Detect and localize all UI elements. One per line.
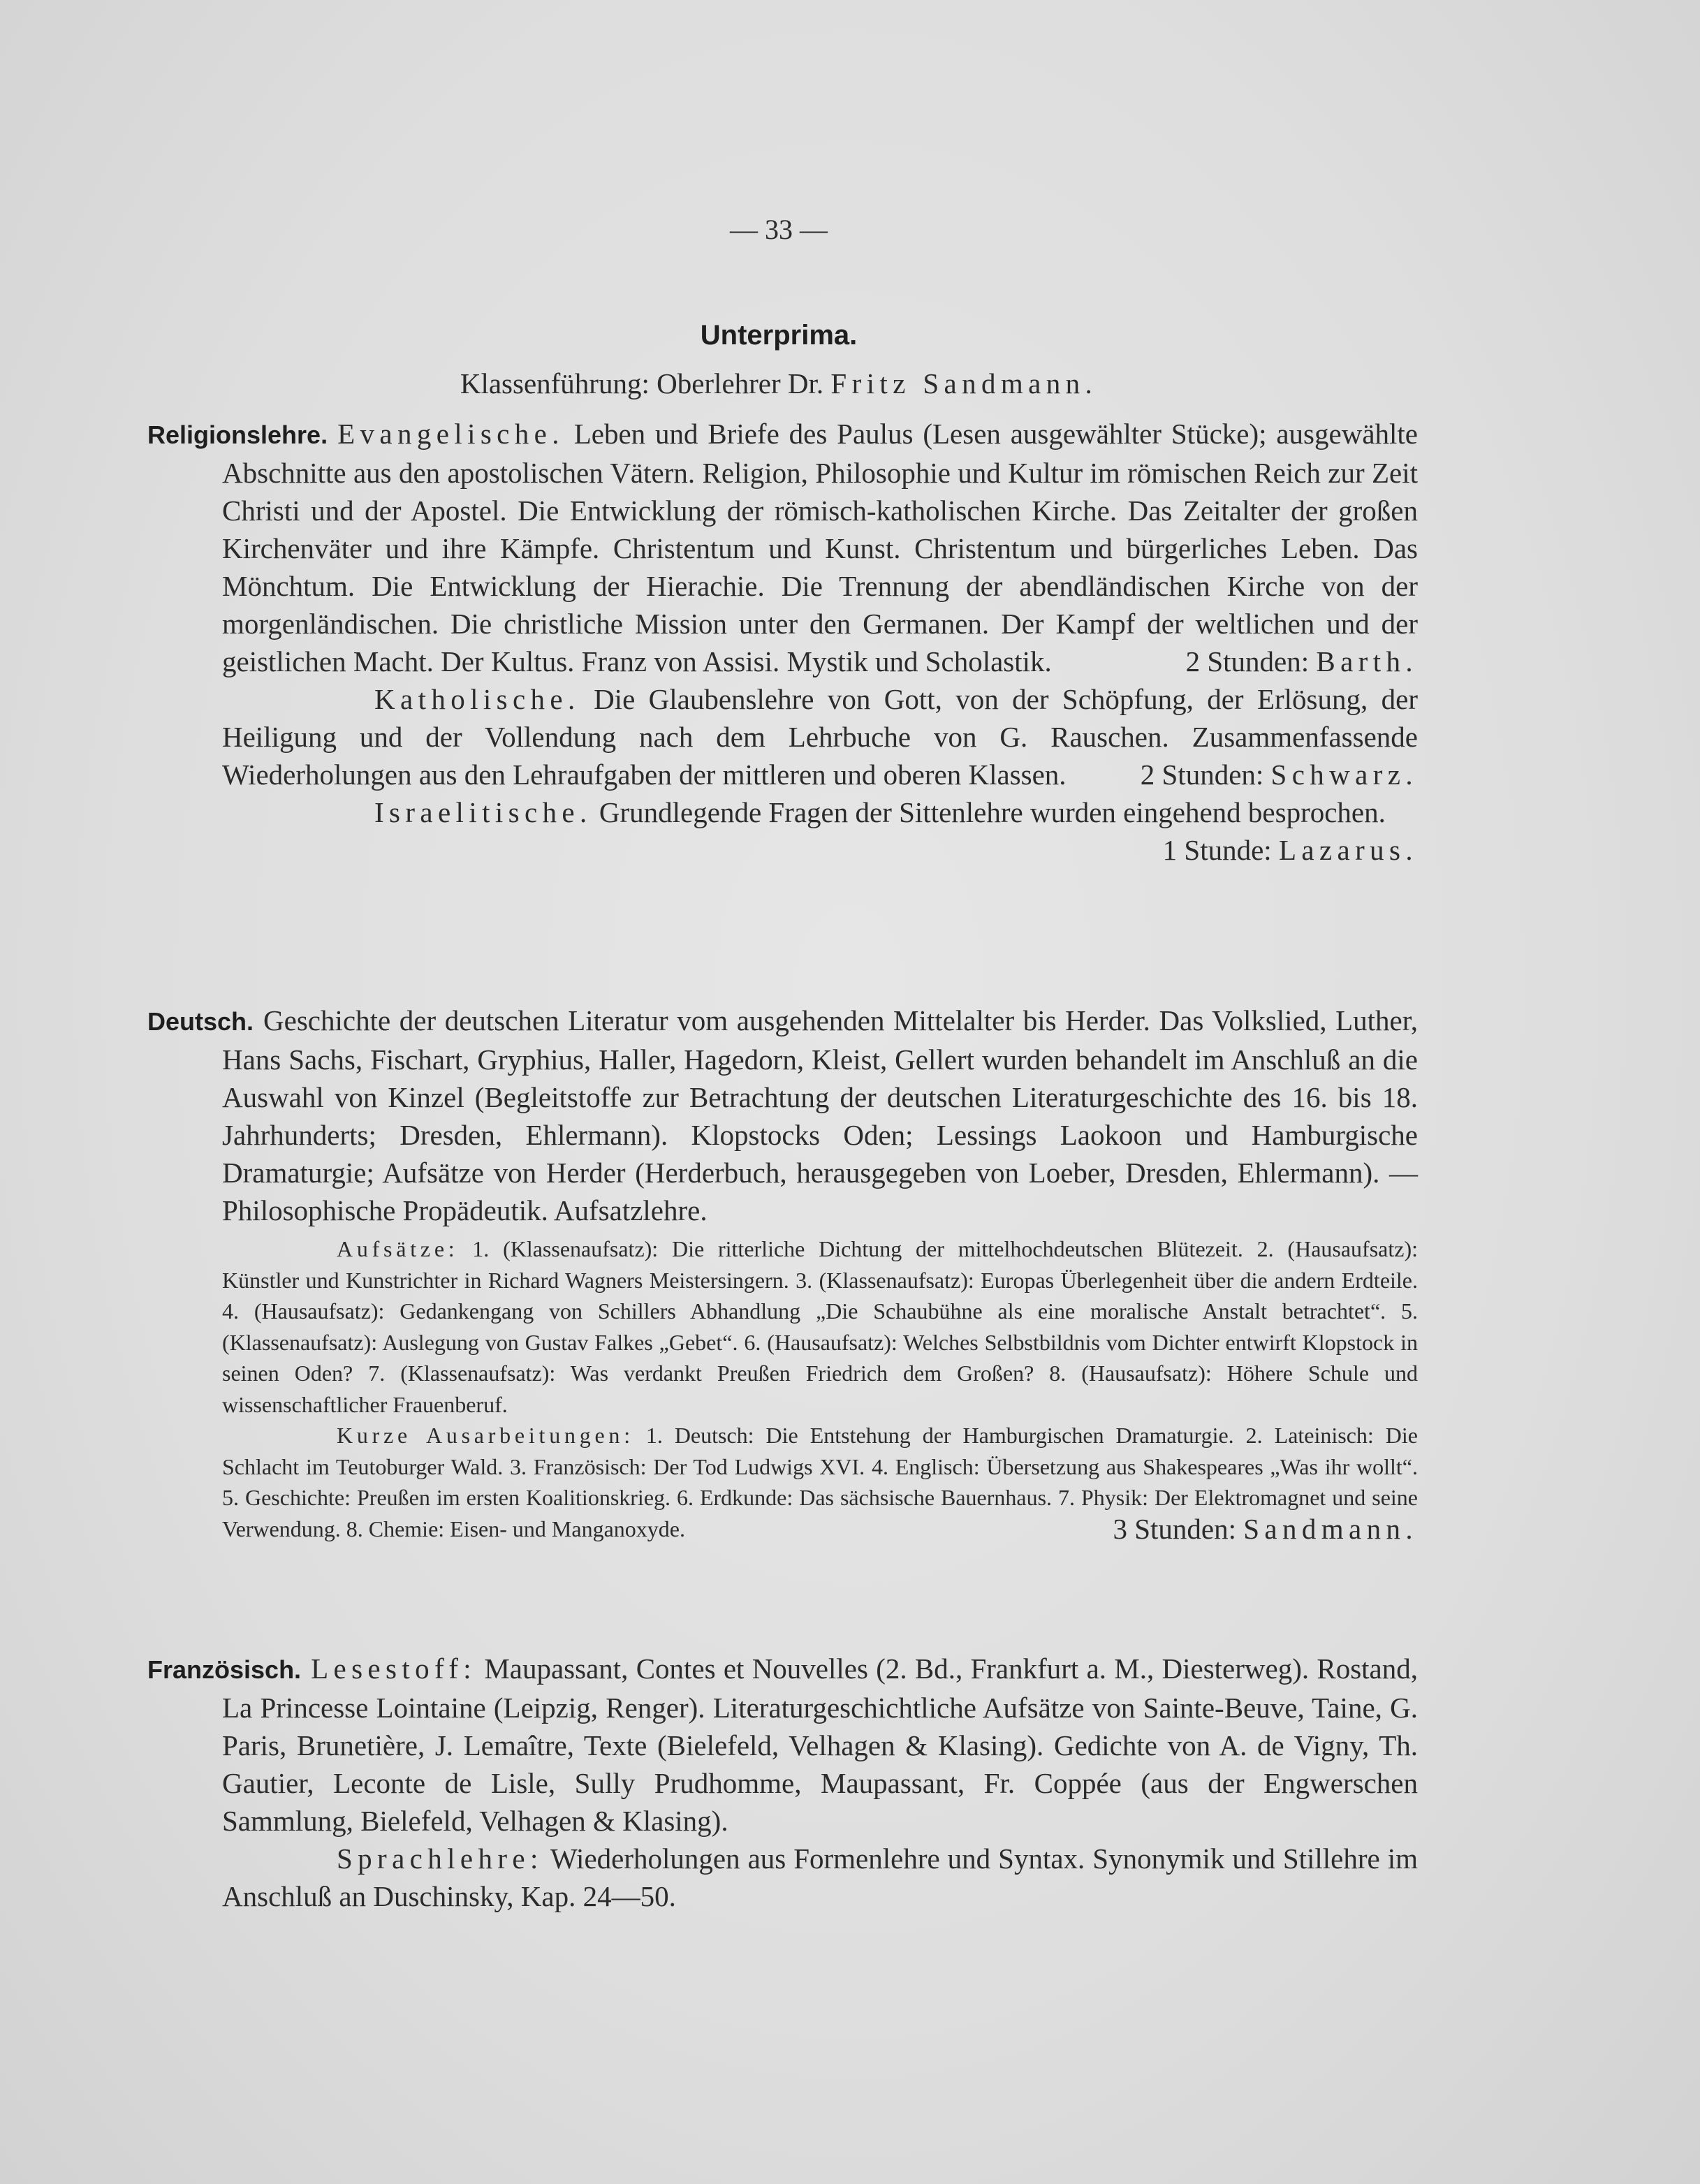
religion-isr-label: Israelitische. — [374, 796, 592, 828]
religion-ev-text: Leben und Briefe des Paulus (Lesen ausgewählter Stücke); ausgewählte Abschnitte aus den apostolischen Vätern. Religion, Philosophie und Kultur im römischen Reich zur Zeit Christi und der Apostel. Die Entwicklung der römisch-katholischen Kirche. Das Zeitalter der großen Kirchenväter und ihre Kämpfe. Christentum und Kunst. Christentum und bürgerliches Leben. Das Mönchtum. Die Entwicklung der Hierachie. Die Trennung der abendländischen Kirche von der morgenländischen. Die christliche Mission unter den Germanen. Der Kampf der weltlichen und der geistlichen Macht. Der Kultus. Franz von Assisi. Mystik und Scholastik. — [222, 418, 1418, 677]
religion-ev-label: Evangelische. — [337, 418, 564, 450]
religion-ev-teacher: Barth. — [1316, 645, 1418, 677]
franz-reading-label: Lesestoff: — [311, 1652, 477, 1685]
section-religion — [147, 415, 1419, 869]
religion-catholic-paragraph — [222, 680, 1418, 793]
subject-heading-religion: Religionslehre. — [147, 420, 328, 449]
religion-evangelical-paragraph — [147, 415, 1418, 680]
deutsch-text: Geschichte der deutschen Literatur vom ausgehenden Mittelalter bis Herder. Das Volkslied, Luther, Hans Sachs, Fischart, Gryphius, Haller, Hagedorn, Kleist, Gellert wurden behandelt im Anschluß an die Auswahl von Kinzel (Begleitstoffe zur Betrachtung der deutschen Literaturgeschichte des 16. bis 18. Jahrhunderts; Dresden, Ehlermann). Klopstocks Oden; Lessings Laokoon und Hamburgische Dramaturgie; Aufsätze von Herder (Herderbuch, herausgegeben von Loeber, Dresden, Ehlermann). — Philosophische Propädeutik. Aufsatzlehre. — [222, 1004, 1418, 1226]
religion-israelite-paragraph — [222, 793, 1418, 869]
deutsch-teacher: Sandmann. — [1243, 1512, 1418, 1545]
class-teacher-prefix: Klassenführung: Oberlehrer Dr. — [460, 367, 831, 400]
section-deutsch — [147, 1002, 1419, 1545]
deutsch-essays-label: Aufsätze: — [337, 1236, 459, 1261]
section-franzoesisch — [147, 1650, 1419, 1915]
deutsch-short-works-paragraph — [222, 1420, 1418, 1544]
deutsch-essays-text: 1. (Klassenaufsatz): Die ritterliche Dichtung der mittelhochdeutschen Blütezeit. 2. (Hausaufsatz): Künstler und Kunstrichter in Richard Wagners Meistersingern. 3. (Klassenaufsatz): Europas Überlegenheit über die andern Erdteile. 4. (Hausaufsatz): Gedankengang von Schillers Abhandlung „Die Schaubühne als eine moralische Anstalt betrachtet“. 5. (Klassenaufsatz): Auslegung von Gustav Falkes „Gebet“. 6. (Hausaufsatz): Welches Selbstbildnis vom Dichter entwirft Klopstock in seinen Oden? 7. (Klassenaufsatz): Was verdankt Preußen Friedrich dem Großen? 8. (Hausaufsatz): Höhere Schule und wissenschaftlicher Frauenberuf. — [222, 1236, 1419, 1417]
subject-heading-deutsch: Deutsch. — [147, 1007, 254, 1036]
religion-isr-hours: 1 Stunde: Lazarus. — [1162, 834, 1418, 866]
deutsch-essays-paragraph — [222, 1233, 1418, 1420]
deutsch-short-works-label: Kurze Ausarbeitungen: — [337, 1423, 634, 1448]
page-title: Unterprima. — [700, 320, 858, 351]
franz-grammar-paragraph — [222, 1840, 1418, 1915]
franz-reading-text: Maupassant, Contes et Nouvelles (2. Bd., Frankfurt a. M., Diesterweg). Rostand, La Princesse Lointaine (Leipzig, Renger). Literaturgeschichtliche Aufsätze von Sainte-Beuve, Taine, G. Paris, Brunetière, J. Lemaître, Texte (Bielefeld, Velhagen & Klasing). Gedichte von A. de Vigny, Th. Gautier, Leconte de Lisle, Sully Prudhomme, Maupassant, Fr. Coppée (aus der Engwerschen Sammlung, Bielefeld, Velhagen & Klasing). — [222, 1652, 1419, 1837]
franz-grammar-label: Sprachlehre: — [337, 1842, 543, 1875]
class-teacher-name: Fritz Sandmann. — [830, 367, 1098, 400]
franz-reading-paragraph — [147, 1650, 1419, 1840]
class-teacher-line — [0, 367, 1558, 400]
page-number: — 33 — — [730, 214, 828, 245]
religion-ev-hours: 2 Stunden: Barth. — [1185, 645, 1418, 677]
deutsch-hours: 3 Stunden: Sandmann. — [1113, 1512, 1418, 1545]
religion-kath-text: Die Glaubenslehre von Gott, von der Schöpfung, der Erlösung, der Heiligung und der Vollendung nach dem Lehrbuche von G. Rauschen. Zusammenfassende Wiederholungen aus den Lehraufgaben der mittleren und oberen Klassen. — [222, 683, 1419, 791]
religion-isr-teacher: Lazarus. — [1278, 834, 1418, 866]
religion-kath-teacher: Schwarz. — [1270, 758, 1418, 791]
franz-grammar-text: Wiederholungen aus Formenlehre und Syntax. Synonymik und Stillehre im Anschluß an Duschinsky, Kap. 24—50. — [222, 1842, 1418, 1912]
deutsch-short-works-text: 1. Deutsch: Die Entstehung der Hamburgischen Dramaturgie. 2. Lateinisch: Die Schlacht im Teutoburger Wald. 3. Französisch: Der Tod Ludwigs XVI. 4. Englisch: Übersetzung aus Shakespeares „Was ihr wollt“. 5. Geschichte: Preußen im ersten Koalitionskrieg. 6. Erdkunde: Das sächsische Bauernhaus. 7. Physik: Der Elektromagnet und seine Verwendung. 8. Chemie: Eisen- und Manganoxyde. — [222, 1423, 1419, 1541]
religion-isr-text: Grundlegende Fragen der Sittenlehre wurden eingehend besprochen. — [599, 796, 1386, 828]
deutsch-paragraph — [147, 1002, 1418, 1229]
religion-kath-hours: 2 Stunden: Schwarz. — [1140, 758, 1418, 791]
religion-kath-label: Katholische. — [374, 683, 580, 715]
subject-heading-franz: Französisch. — [147, 1655, 302, 1684]
